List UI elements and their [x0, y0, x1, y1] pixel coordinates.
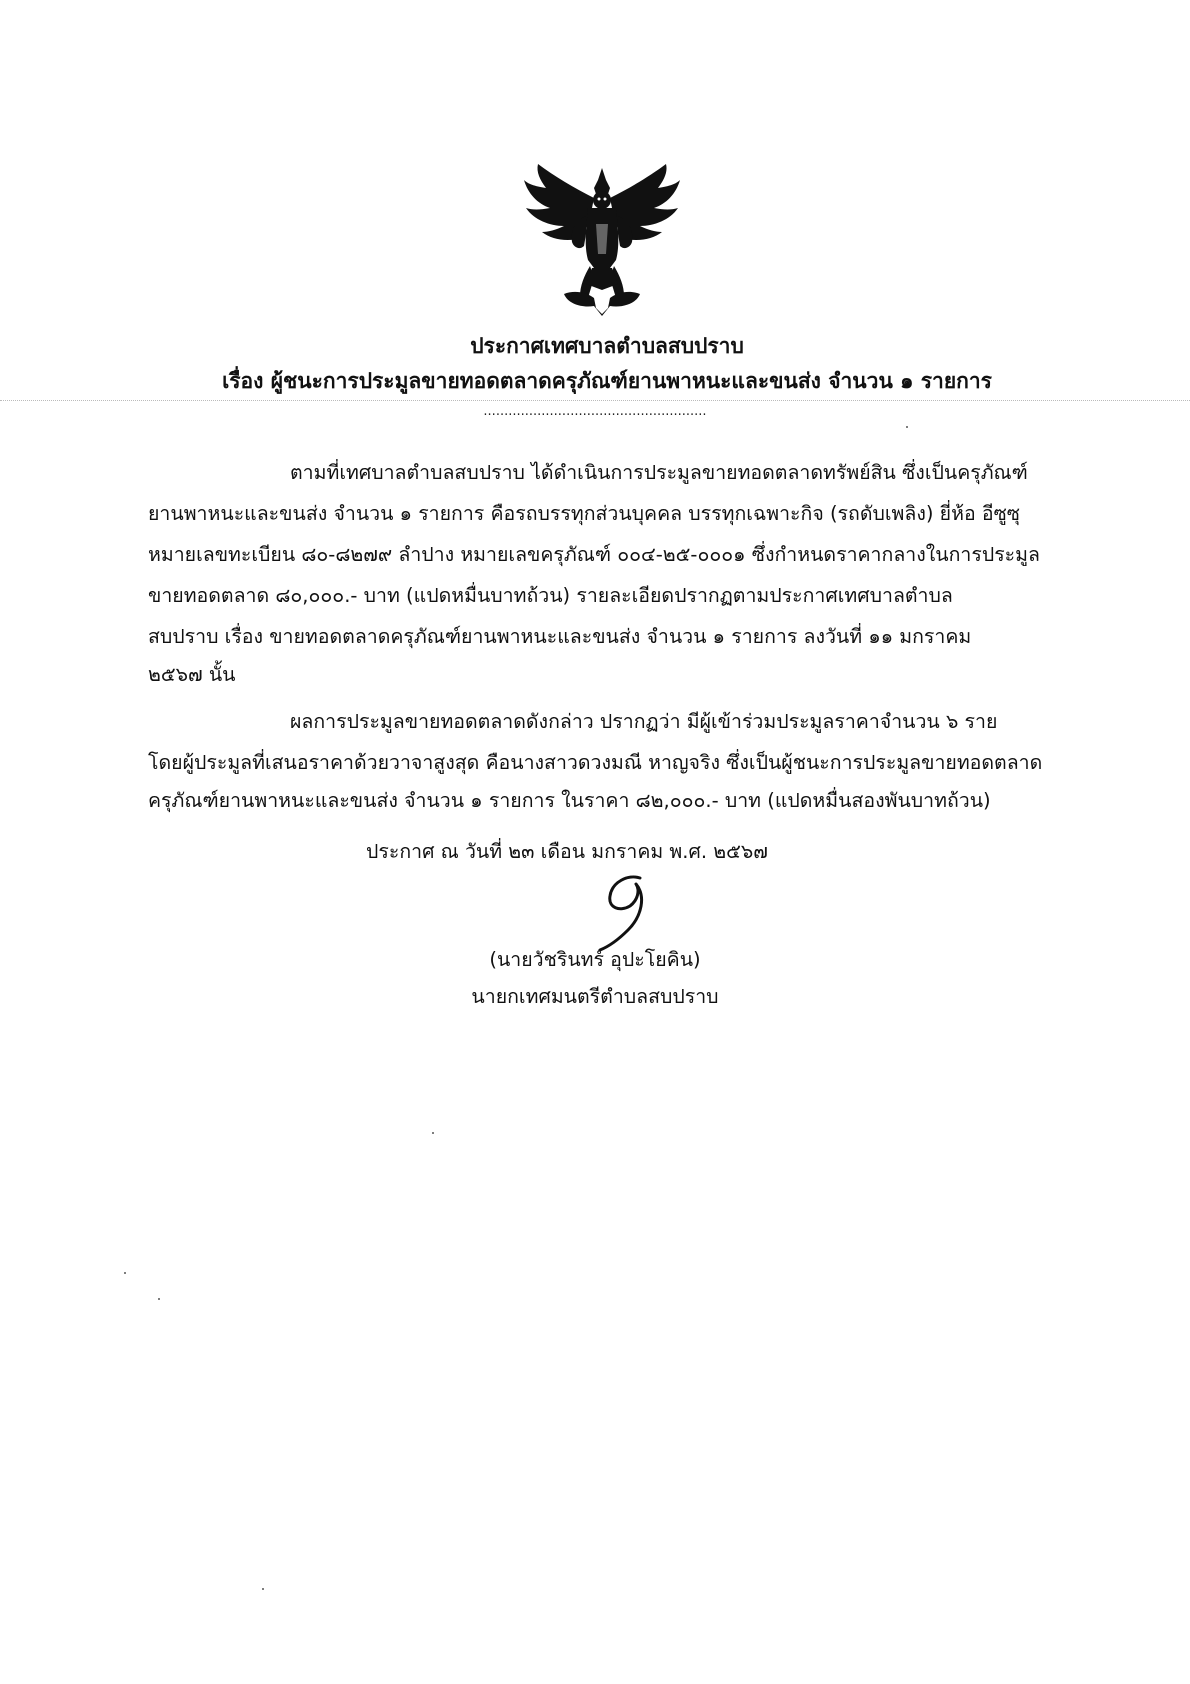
- dotted-separator: ......................................................: [483, 404, 707, 419]
- announcement-title: ประกาศเทศบาลตำบลสบปราบ: [470, 334, 744, 358]
- announcement-subject: เรื่อง ผู้ชนะการประมูลขายทอดตลาดครุภัณฑ์ยานพาหนะและขนส่ง จำนวน ๑ รายการ: [222, 369, 992, 393]
- scan-speck: [158, 1298, 160, 1300]
- paragraph-1-line: ตามที่เทศบาลตำบลสบปราบ ได้ดำเนินการประมูลขายทอดตลาดทรัพย์สิน ซึ่งเป็นครุภัณฑ์: [290, 461, 1028, 484]
- paragraph-1-line: หมายเลขทะเบียน ๘๐-๘๒๗๙ ลำปาง หมายเลขครุภัณฑ์ ๐๐๔-๒๕-๐๐๐๑ ซึ่งกำหนดราคากลางในการประมูล: [148, 543, 1040, 566]
- signer-name: (นายวัชรินทร์ อุปะโยคิน): [489, 948, 701, 971]
- paragraph-1-line: สบปราบ เรื่อง ขายทอดตลาดครุภัณฑ์ยานพาหนะและขนส่ง จำนวน ๑ รายการ ลงวันที่ ๑๑ มกราคม: [148, 625, 972, 648]
- scan-artifact-line: [0, 400, 1190, 401]
- paragraph-1-line: ขายทอดตลาด ๘๐,๐๐๐.- บาท (แปดหมื่นบาทถ้วน) รายละเอียดปรากฏตามประกาศเทศบาลตำบล: [148, 584, 953, 607]
- scan-speck: [906, 426, 908, 428]
- garuda-emblem-icon: [524, 158, 680, 316]
- paragraph-2-line: โดยผู้ประมูลที่เสนอราคาด้วยวาจาสูงสุด คือนางสาวดวงมณี หาญจริง ซึ่งเป็นผู้ชนะการประมูลขายทอดตลาด: [148, 751, 1043, 774]
- paragraph-2-line: ครุภัณฑ์ยานพาหนะและขนส่ง จำนวน ๑ รายการ ในราคา ๘๒,๐๐๐.- บาท (แปดหมื่นสองพันบาทถ้วน): [148, 789, 991, 812]
- signer-title: นายกเทศมนตรีตำบลสบปราบ: [471, 985, 719, 1008]
- scan-speck: [262, 1588, 264, 1590]
- paragraph-1-line: ๒๕๖๗ นั้น: [148, 663, 236, 686]
- scan-speck: [124, 1272, 126, 1274]
- announcement-date: ประกาศ ณ วันที่ ๒๓ เดือน มกราคม พ.ศ. ๒๕๖๗: [366, 840, 768, 863]
- handwritten-signature: [588, 872, 666, 952]
- paragraph-2-line: ผลการประมูลขายทอดตลาดดังกล่าว ปรากฏว่า มีผู้เข้าร่วมประมูลราคาจำนวน ๖ ราย: [290, 710, 998, 733]
- scan-speck: [432, 1132, 434, 1134]
- paragraph-1-line: ยานพาหนะและขนส่ง จำนวน ๑ รายการ คือรถบรรทุกส่วนบุคคล บรรทุกเฉพาะกิจ (รถดับเพลิง) ยี่ห้อ อีซูซุ: [148, 502, 1021, 525]
